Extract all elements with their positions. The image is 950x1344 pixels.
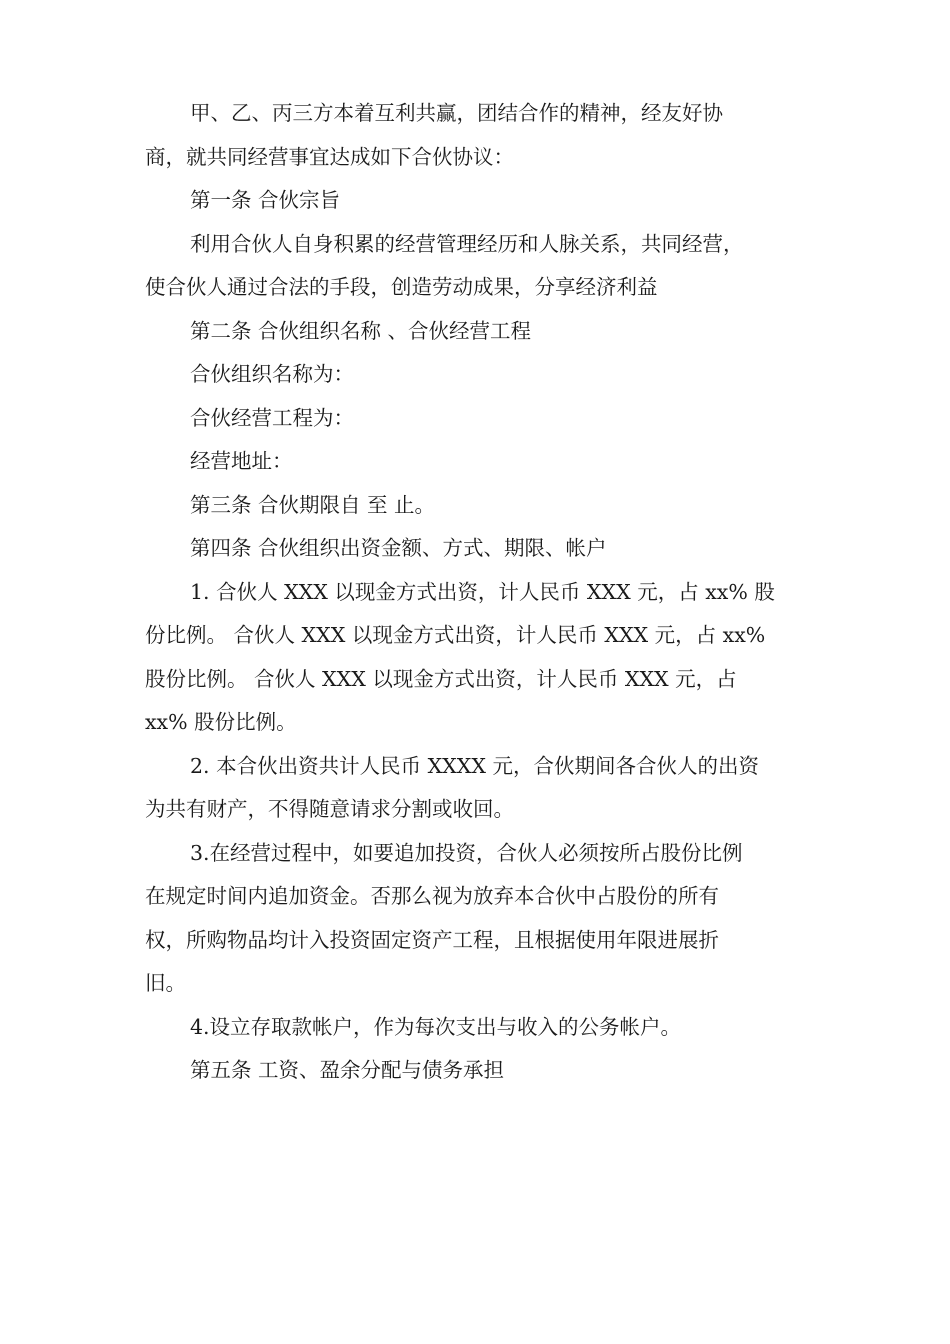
article-2-heading: 第二条 合伙组织名称 、合伙经营工程 [190,318,532,343]
clause-3-line-2: 在规定时间内追加资金。否那么视为放弃本合伙中占股份的所有 [145,884,719,908]
clause-3-line-3: 权，所购物品均计入投资固定资产工程，且根据使用年限进展折 [145,927,719,952]
partnership-name-field: 合伙组织名称为： [190,362,354,386]
article-4-heading: 第四条 合伙组织出资金额、方式、期限、帐户 [190,536,607,560]
clause-3-line-4: 旧。 [145,971,186,995]
clause-1-line-2: 份比例。 合伙人 XXX 以现金方式出资，计人民币 XXX 元，占 xx% [145,623,766,647]
clause-1-line-1: 1. 合伙人 XXX 以现金方式出资，计人民币 XXX 元，占 xx% 股 [190,579,775,604]
partnership-project-field: 合伙经营工程为： [190,405,354,430]
clause-1-line-4: xx% 股份比例。 [145,710,297,734]
article-1-heading: 第一条 合伙宗旨 [190,188,341,212]
clause-2-line-2: 为共有财产，不得随意请求分割或收回。 [145,797,514,821]
clause-4-line-1: 4.设立存取款帐户，作为每次支出与收入的公务帐户。 [190,1014,682,1039]
preamble-line-2: 商，就共同经营事宜达成如下合伙协议： [145,144,514,169]
business-address-field: 经营地址： [190,449,293,473]
clause-3-line-1: 3.在经营过程中，如要追加投资，合伙人必须按所占股份比例 [190,840,743,865]
clause-2-line-1: 2. 本合伙出资共计人民币 XXXX 元，合伙期间各合伙人的出资 [190,753,759,778]
article-1-body-line-1: 利用合伙人自身积累的经营管理经历和人脉关系，共同经营， [190,231,744,256]
article-3-heading: 第三条 合伙期限自 至 止。 [190,492,436,517]
preamble-line-1: 甲、乙、丙三方本着互利共赢，团结合作的精神，经友好协 [190,101,723,125]
article-1-body-line-2: 使合伙人通过合法的手段，创造劳动成果，分享经济利益 [145,275,658,299]
article-5-heading: 第五条 工资、盈余分配与债务承担 [190,1058,505,1082]
clause-1-line-3: 股份比例。 合伙人 XXX 以现金方式出资，计人民币 XXX 元，占 [145,666,737,691]
document-page [145,92,805,1093]
